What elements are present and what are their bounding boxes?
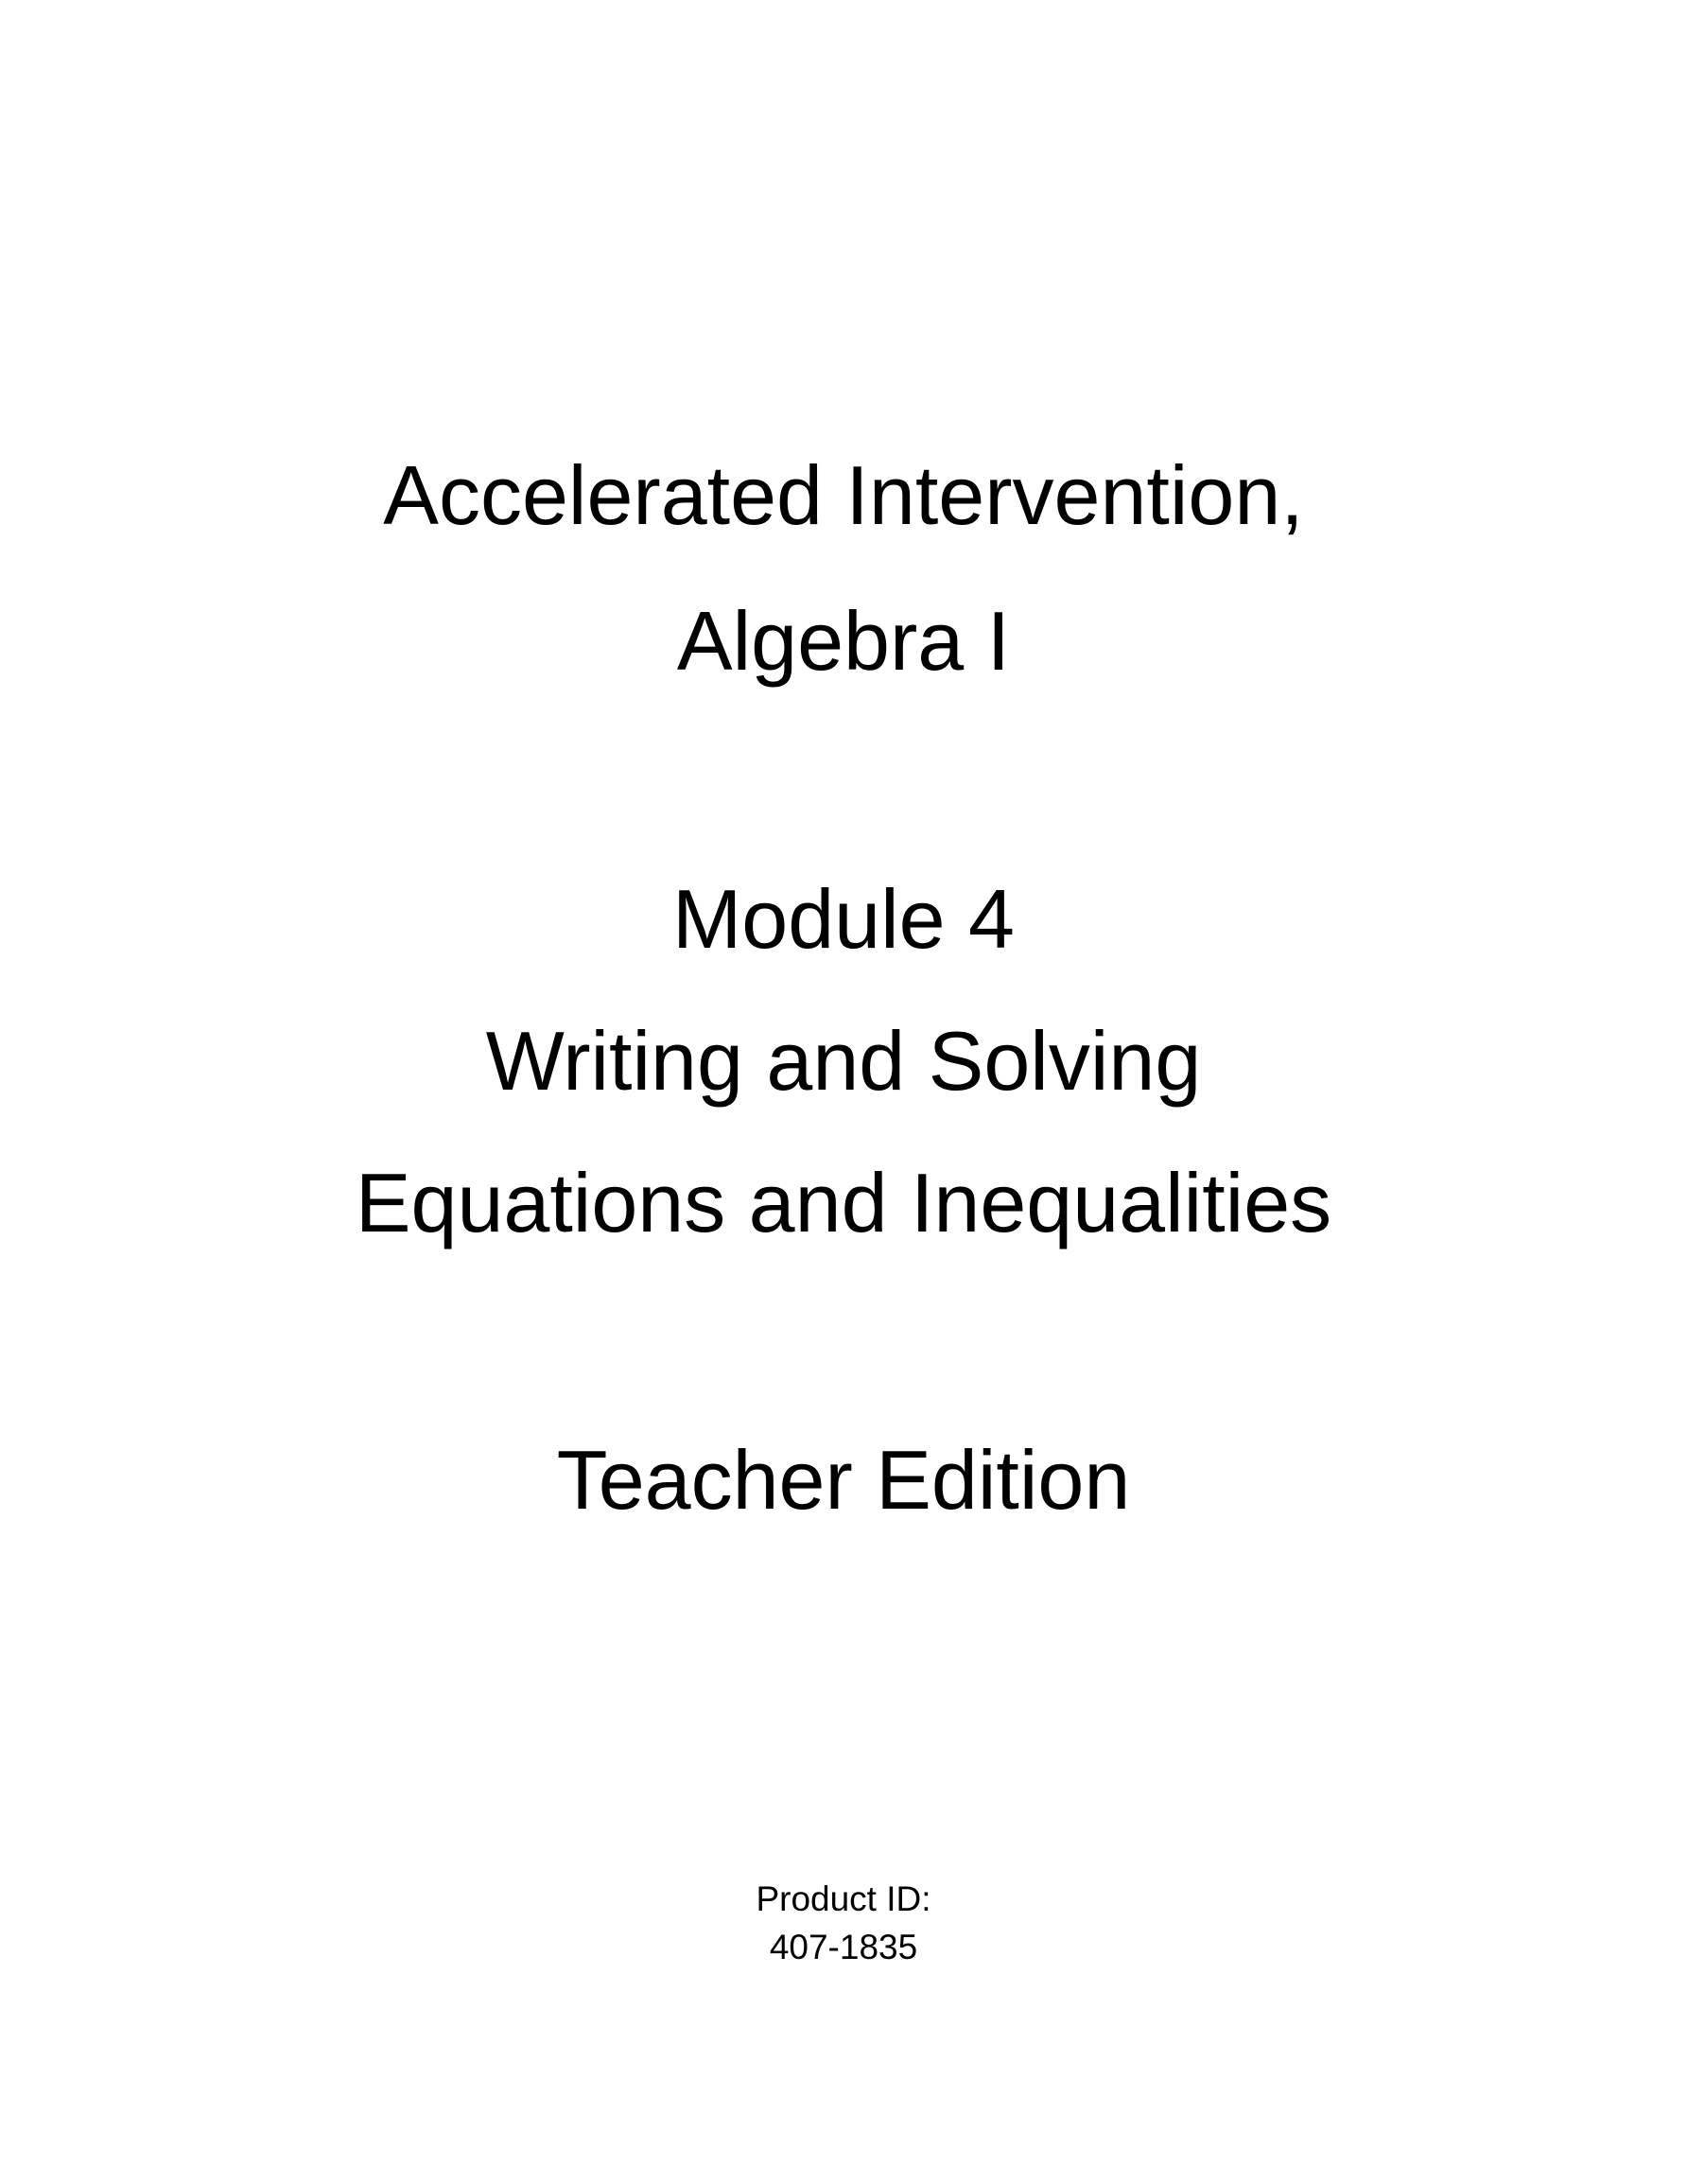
course-title-line-1: Accelerated Intervention,: [383, 448, 1304, 542]
module-number: Module 4: [671, 872, 1015, 966]
product-id-label: Product ID:: [756, 1879, 931, 1918]
product-id-value: 407-1835: [769, 1928, 918, 1966]
module-title-line-1: Writing and Solving: [485, 1014, 1202, 1108]
module-title-line-2: Equations and Inequalities: [355, 1156, 1332, 1249]
course-title-line-2: Algebra I: [676, 594, 1011, 688]
edition-label: Teacher Edition: [556, 1433, 1131, 1527]
